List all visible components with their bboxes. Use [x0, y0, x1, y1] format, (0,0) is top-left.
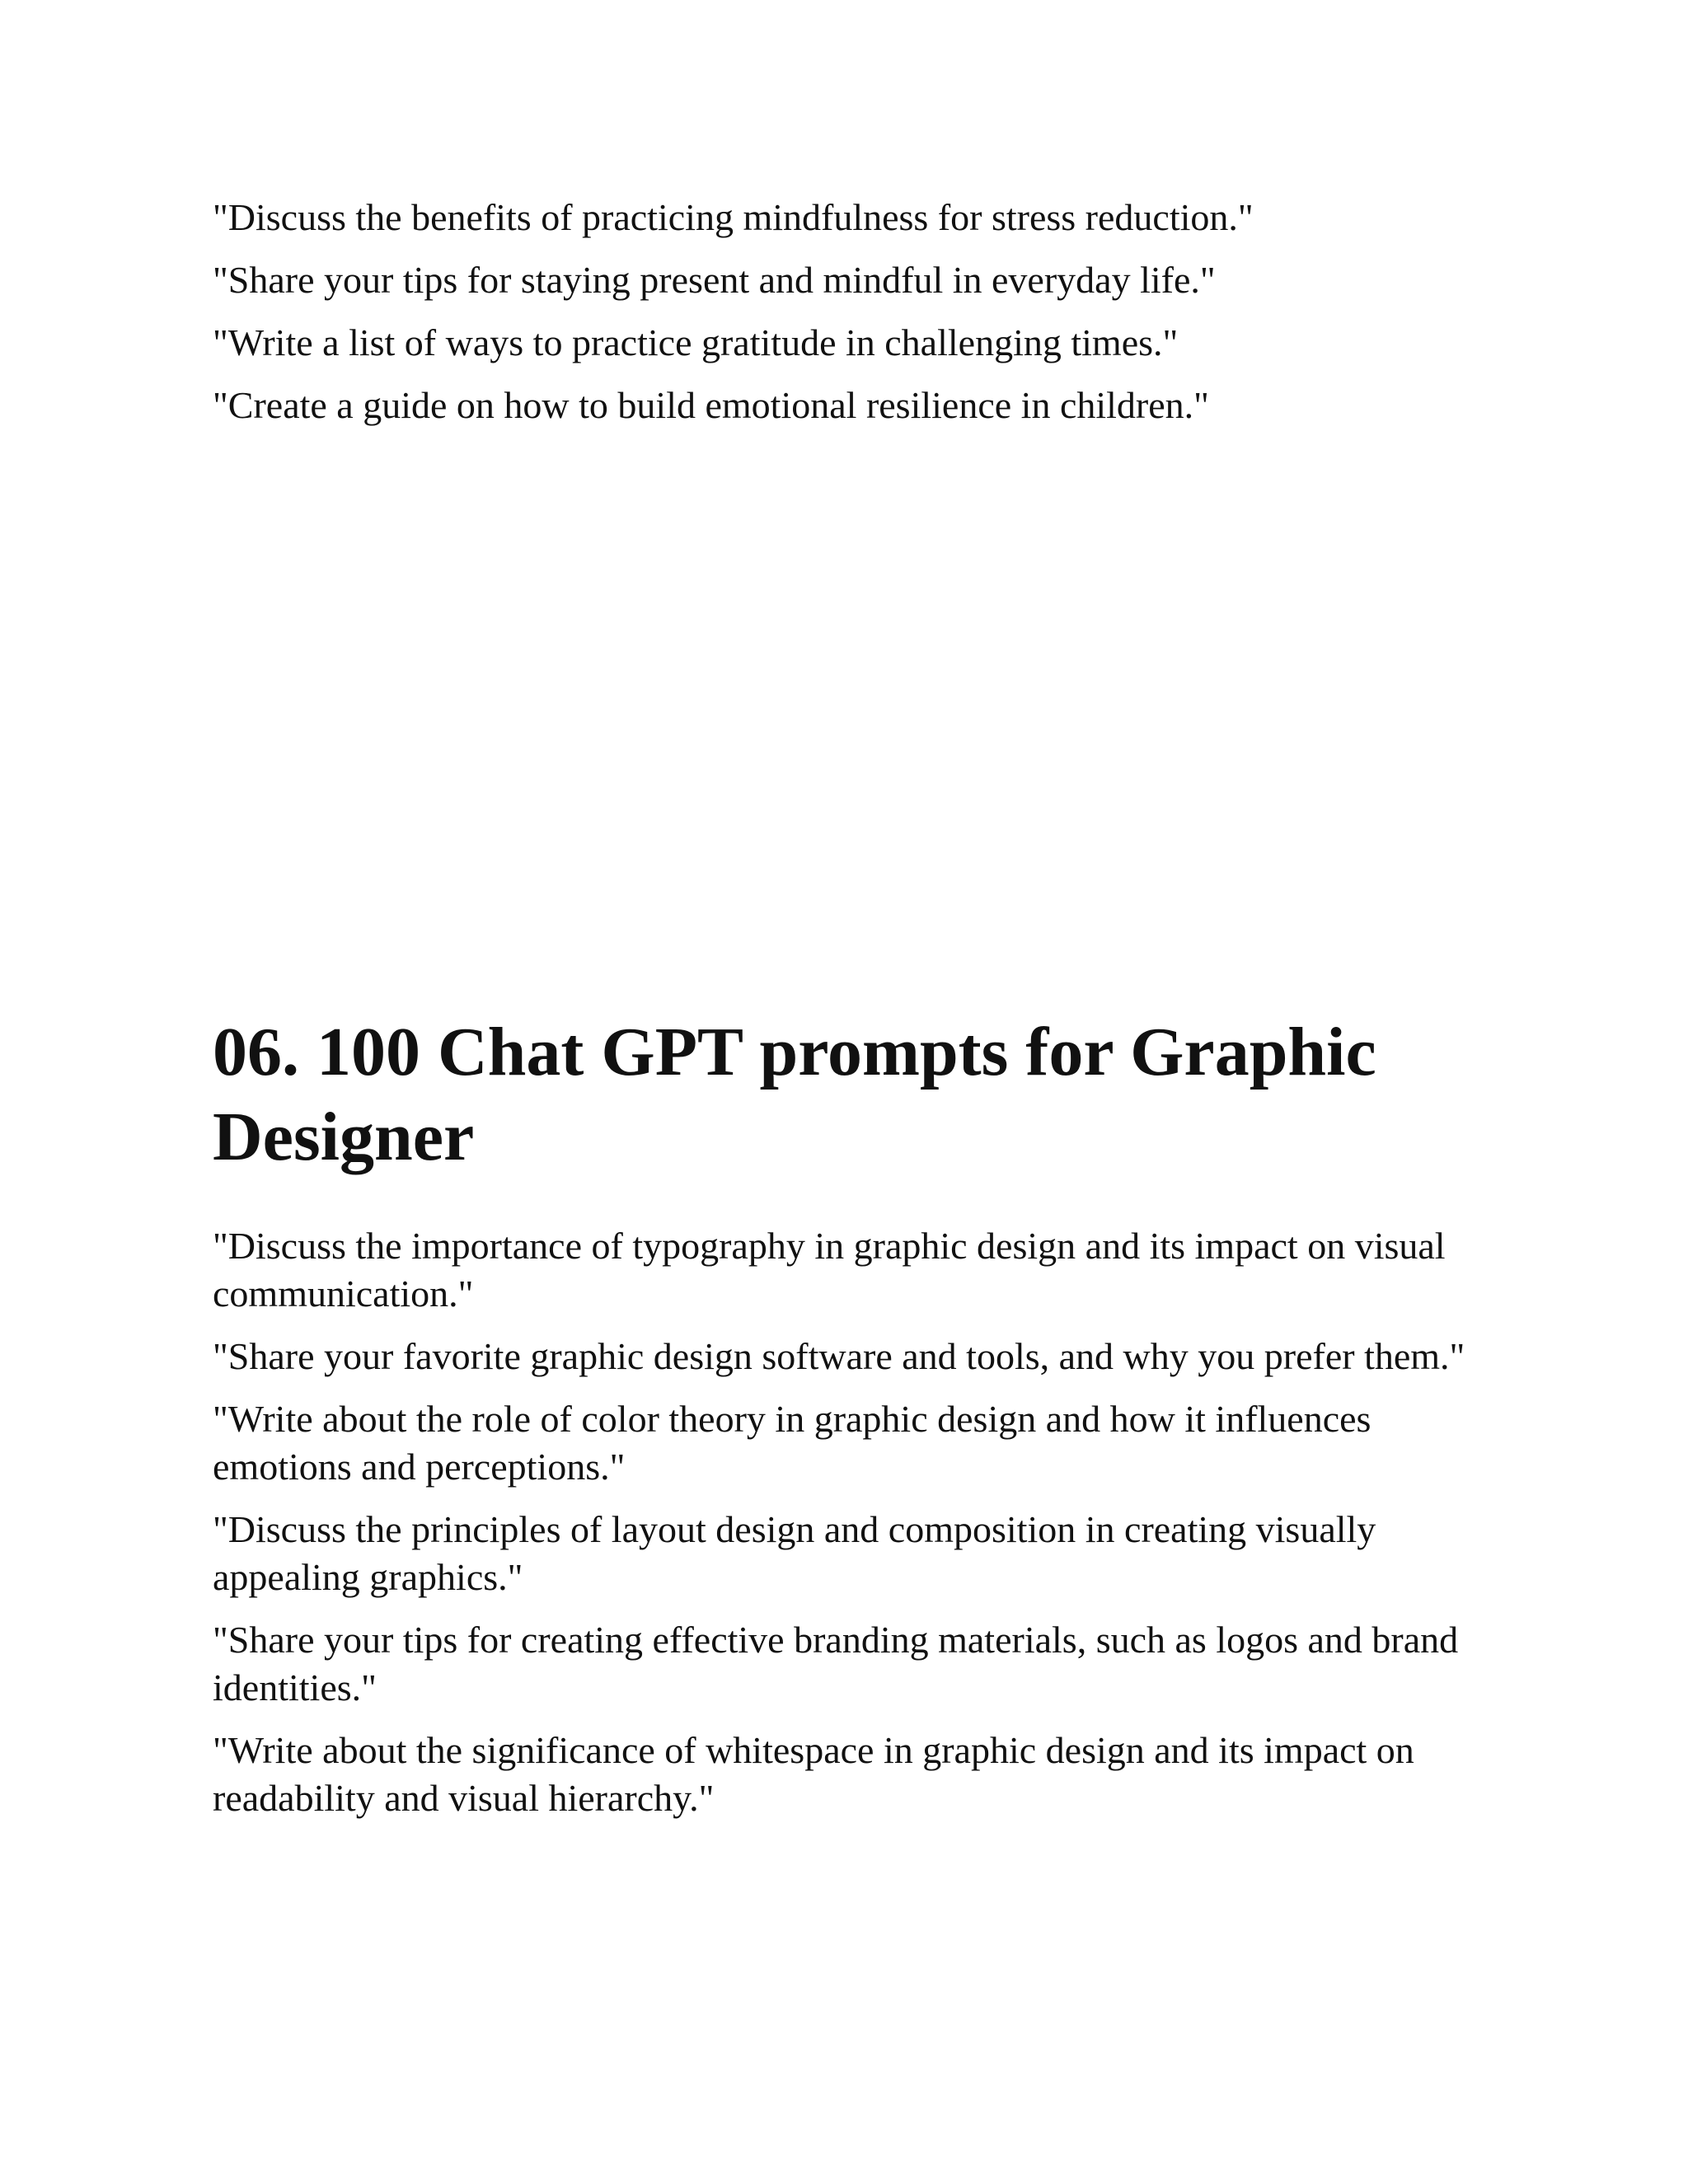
- list-item: "Share your tips for staying present and mindful in everyday life.": [213, 259, 1216, 301]
- top-prompt-list: [213, 196, 1498, 447]
- list-item: "Share your tips for creating effective branding materials, such as logos and brand identities.": [213, 1619, 1459, 1708]
- list-item: "Write about the significance of whitespace in graphic design and its impact on readability and visual hierarchy.": [213, 1729, 1414, 1819]
- graphic-designer-section: [213, 1010, 1498, 1837]
- list-item: "Share your favorite graphic design software and tools, and why you prefer them.": [213, 1335, 1465, 1377]
- list-item: "Write a list of ways to practice gratitude in challenging times.": [213, 321, 1179, 363]
- list-item: "Create a guide on how to build emotional resilience in children.": [213, 384, 1209, 426]
- list-item: "Discuss the importance of typography in graphic design and its impact on visual communication.": [213, 1225, 1446, 1315]
- list-item: "Discuss the principles of layout design and composition in creating visually appealing graphics.": [213, 1508, 1376, 1598]
- section-heading: 06. 100 Chat GPT prompts for Graphic Designer: [213, 1014, 1376, 1175]
- list-item: "Discuss the benefits of practicing mindfulness for stress reduction.": [213, 196, 1254, 238]
- list-item: "Write about the role of color theory in graphic design and how it influences emotions and perceptions.": [213, 1398, 1372, 1488]
